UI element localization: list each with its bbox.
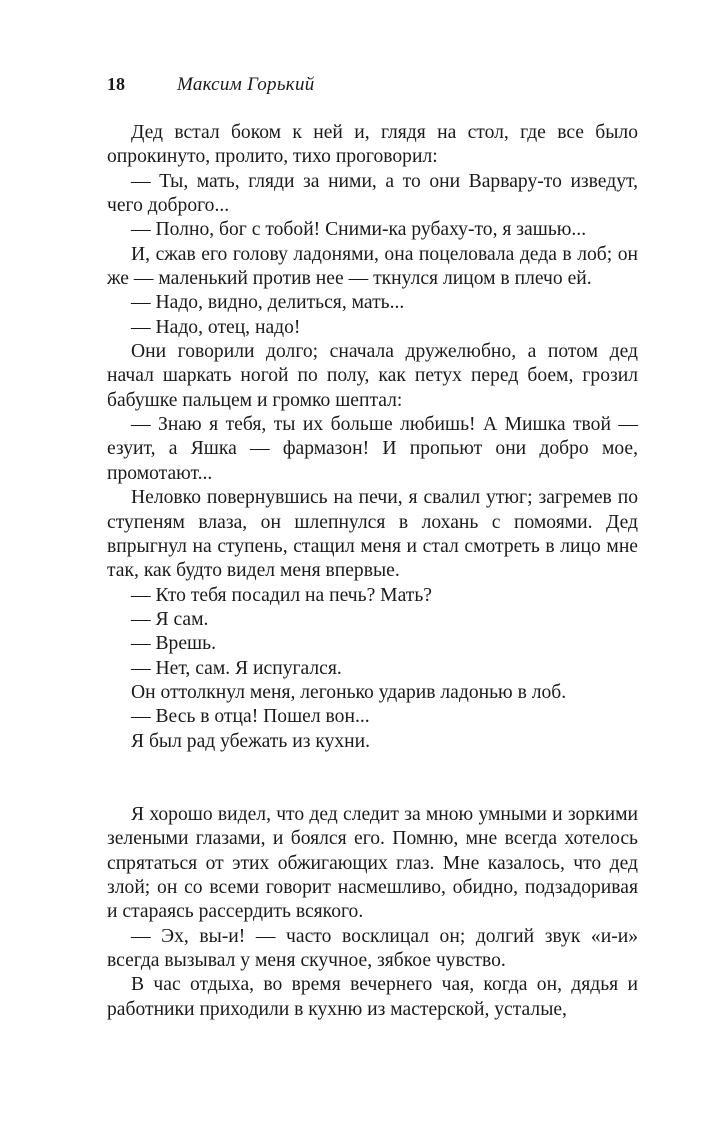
- paragraph: — Врешь.: [131, 633, 216, 655]
- page-number: 18: [107, 74, 125, 94]
- paragraph: Он оттолкнул меня, легонько ударив ладонью в лоб.: [131, 681, 567, 703]
- paragraph: В час отдыха, во время вечернего чая, когда он, дядья и работники приходили в кухню из мастерской, усталые,: [107, 974, 638, 1020]
- paragraph: — Ты, мать, гляди за ними, а то они Варвару-то изведут, чего доброго...: [107, 170, 638, 217]
- paragraph: — Нет, сам. Я испугался.: [131, 657, 342, 679]
- paragraph: — Весь в отца! Пошел вон...: [131, 706, 370, 728]
- paragraph: — Кто тебя посадил на печь? Мать?: [131, 584, 432, 606]
- paragraph: — Эх, вы-и! — часто восклицал он; долгий звук «и-и» всегда вызывал у меня скучное, зябкое чувство.: [107, 925, 638, 971]
- paragraph: — Знаю я тебя, ты их больше любишь! А Мишка твой — езуит, а Яшка — фармазон! И пропьют они добро мое, промотают...: [107, 414, 638, 484]
- paragraph: Они говорили долго; сначала дружелюбно, а потом дед начал шаркать ногой по полу, как петух перед боем, грозил бабушке пальцем и громко шептал:: [107, 341, 638, 411]
- paragraph: Я был рад убежать из кухни.: [131, 730, 371, 752]
- running-title: Максим Горький: [177, 74, 315, 95]
- paragraph: — Надо, видно, делиться, мать...: [131, 292, 405, 314]
- paragraph: — Полно, бог с тобой! Сними-ка рубаху-то, я зашью...: [131, 219, 587, 241]
- paragraph: Неловко повернувшись на печи, я свалил утюг; загремев по ступеням влаза, он шлепнулся в лохань с помоями. Дед впрыгнул на ступень, стащил меня и стал смотреть в лицо мне так, как будто видел меня впервые.: [107, 487, 638, 582]
- paragraph: И, сжав его голову ладонями, она поцеловала деда в лоб; он же — маленький против нее — ткнулся лицом в плечо ей.: [107, 243, 638, 290]
- body-text: [107, 121, 638, 1022]
- paragraph: — Надо, отец, надо!: [131, 316, 301, 338]
- paragraph: Дед встал боком к ней и, глядя на стол, где все было опрокинуто, пролито, тихо проговорил:: [107, 122, 638, 168]
- section-break: [107, 754, 638, 803]
- paragraph: — Я сам.: [131, 608, 209, 630]
- paragraph: Я хорошо видел, что дед следит за мною умными и зоркими зелеными глазами, и боялся его. Помню, мне всегда хотелось спрятаться от этих обжигающих глаз. Мне казалось, что дед злой; он со всеми говорит насмешливо, обидно, подзадоривая и стараясь рассердить всякого.: [107, 803, 638, 923]
- running-head: [107, 74, 315, 98]
